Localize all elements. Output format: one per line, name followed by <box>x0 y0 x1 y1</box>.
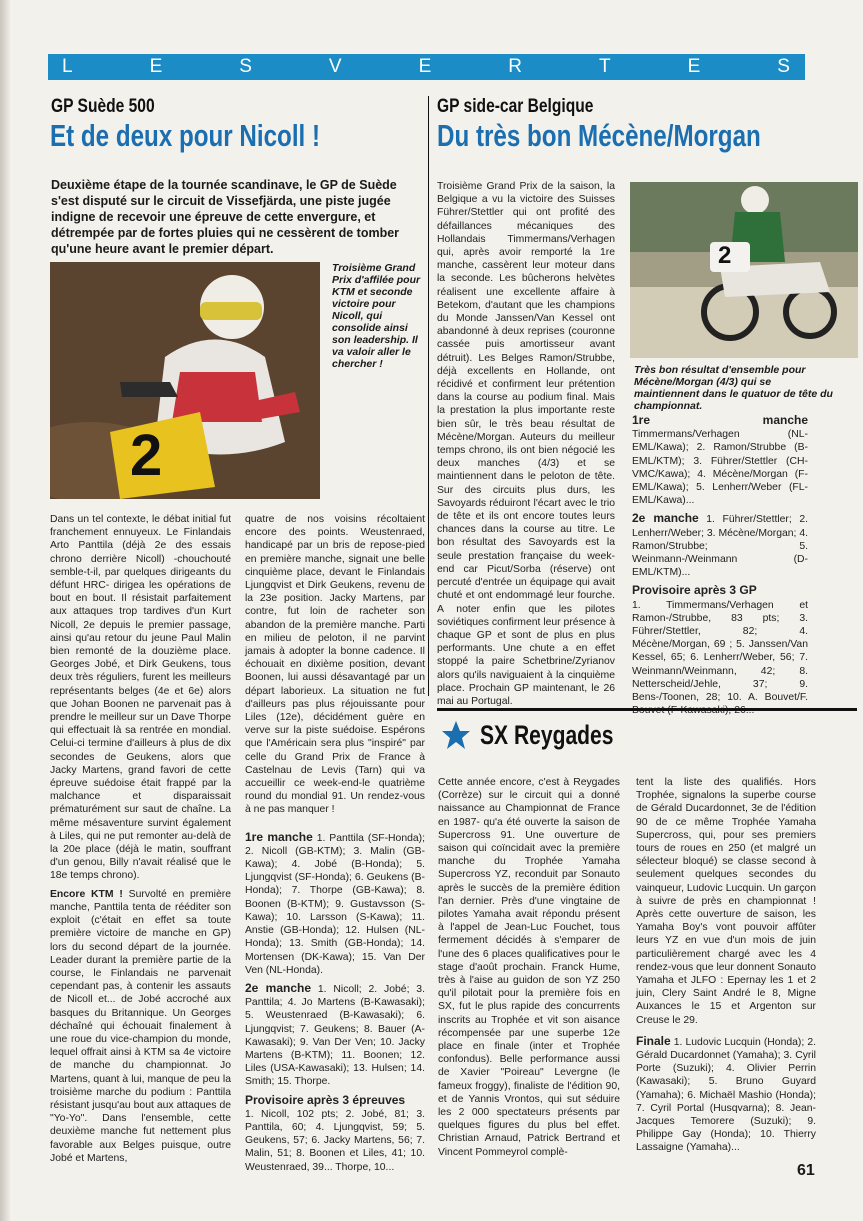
right-body-col <box>437 180 615 713</box>
banner-letter: R <box>508 56 523 77</box>
sx-body-col2 <box>636 776 816 1160</box>
results-block <box>245 831 425 977</box>
results-text: 1. Ludovic Lucquin (Honda); 2. Gérald Ducardonnet (Yamaha); 3. Cyril Porte (Suzuki); 4. Olivier Perrin (Kawasaki); 5. Bruno Guyard (Yamaha); 6. Michaël Mashio (Honda); 7. Cyril Portal (Husqvarna); 8. Jean-Jacques Temorere (Suzuki); 9. Philippe Gay (Honda); 10. Thierry Lassaigne (Yamaha)... <box>636 1036 816 1154</box>
results-label: Provisoire après 3 GP <box>632 583 757 598</box>
results-label: 1re manche <box>245 829 313 844</box>
left-kicker: GP Suède 500 <box>51 96 155 117</box>
results-label: Finale <box>636 1033 671 1048</box>
results-text: Timmermans/Verhagen (NL-EML/Kawa); 2. Ramon/Strubbe (B-EML/KTM); 3. Führer/Stettler (CH-VMC/Kawa); 4. Mécène/Morgan (F-EML/Kawa); 5. Lenherr/Weber (FL-EML/Kawa)... <box>632 429 808 507</box>
banner-letter: T <box>598 56 612 77</box>
rider-illustration <box>50 262 320 499</box>
subhead: Encore KTM ! <box>50 888 123 900</box>
results-label: Provisoire après 3 épreuves <box>245 1092 406 1107</box>
results-text: 1. Panttila (SF-Honda); 2. Nicoll (GB-KTM); 3. Malin (GB-Kawa); 4. Jobé (B-Honda); 5. Ljungqvist (SF-Honda); 6. Geukens (B-Honda); 7. Thorpe (GB-Kawa); 8. Boonen (B-KTM); 9. Gustavsson (S-Kawa); 10. Larsson (S-Kawa); 11. Anstie (GB-Honda); 12. Hulsen (NL-Honda); 13. Smith (GB-Honda); 14. Mortensen (DK-Kawa); 15. Van Der Ven (NL-Honda). <box>245 832 426 976</box>
plate-number: 2 <box>718 242 732 269</box>
banner-letter: E <box>149 56 164 77</box>
banner-letter: L <box>62 56 74 77</box>
results-text: 1. Nicoll; 2. Jobé; 3. Panttila; 4. Jo Martens (B-Kawasaki); 5. Weustenraed (B-Kawasaki); 6. Ljungqvist; 7. Geukens; 8. Bauer (A-Kawasaki); 9. Van Der Ven; 10. Jacky Martens (B-KTM); 11. Boonen; 12. Liles (USA-Kawasaki); 13. Hulsen; 14. Smith; 15. Thorpe. <box>245 983 425 1088</box>
banner-letter: S <box>239 56 253 77</box>
left-body-col1 <box>50 513 231 1170</box>
left-photo-caption: Troisième Grand Prix d'affilée pour KTM et seconde victoire pour Nicoll, qui consolide ainsi son leadership. Il va valoir aller le chercher ! <box>332 262 421 370</box>
left-lead-paragraph: Deuxième étape de la tournée scandinave, le GP de Suède s'est disputé sur le circuit de Vissefjärda, une piste jugée indigne de recevoir une épreuve de cette envergure, et détrempée par de fortes pluies qui ne cessèrent de tomber qu'une heure avant le premier départ. <box>51 178 400 256</box>
column-divider <box>428 96 429 696</box>
results-block <box>636 1035 816 1155</box>
section-divider <box>437 708 857 711</box>
sidecar-illustration <box>630 182 858 358</box>
banner-letter: S <box>777 56 791 77</box>
right-photo-caption: Très bon résultat d'ensemble pour Mécène/Morgan (4/3) qui se maintiennent dans le quatuor de tête du championnat. <box>634 364 833 412</box>
banner-letter: E <box>418 56 433 77</box>
body-paragraph: quatre de nos voisins récoltaient encore des points. Weustenraed, handicapé par un bris de repose-pied en première manche, signait une belle cinquième place, devant le Finlandais Ljungqvist et Dirk Geukens, revenu de la 23e position. Jacky Martens, par contre, fut loin de racheter son abandon de la première manche. Parti en milieu de peloton, il ne parvint jamais à adopter la bonne cadence. Il échouait en dixième position, devant Boonen, lui aussi désavantagé par un départ laborieux. La situation ne fut d'ailleurs pas plus réjouissante pour Liles (12e), décidément guère en verve sur la piste suédoise. Espérons que l'Américain sera plus "inspiré" par celle du Grand Prix de France à Castelnau de Levis (Tarn) qui va accueillir ce week-end-le quatrième round du mondial 91. Un rendez-vous à ne pas manquer ! <box>245 514 425 816</box>
plate-number: 2 <box>130 423 163 488</box>
results-text: 1. Führer/Stettler; 2. Lenherr/Weber; 3. Mécène/Morgan; 4. Ramon/Strubbe; 5. Weinmann-/Weinmann (D-EML/KTM)... <box>632 514 808 579</box>
results-block <box>245 1094 425 1174</box>
sx-title: SX Reygades <box>480 720 614 750</box>
body-text: Survolté en première manche, Panttila tenta de rééditer son exploit (c'était en effet sa toute première victoire de manche en GP) lors du second départ de la journée. Leader durant la première partie de la course, le Finlandais ne parvenait cependant pas, à contenir les assauts de Nicoll et... de Jobé accroché aux basques du Britannique. Un Georges déchaîné qui échouait finalement à une roue du vice-champion du monde, lequel offrait ainsi à KTM sa 4e victoire de manche du championnat. Jo Martens, quant à lui, manque de peu la troisième marche du podium : Panttila résistant jusqu'au bout aux attaques de "Yo-Yo". Dans l'ensemble, cette deuxième manche fut nettement plus favorable aux Belges puisque, outre Jobé et Martens, <box>50 888 231 1164</box>
body-paragraph <box>50 888 231 1165</box>
banner-letter: E <box>687 56 702 77</box>
star-icon <box>441 720 471 750</box>
banner-letter: V <box>328 56 343 77</box>
right-kicker: GP side-car Belgique <box>437 96 594 117</box>
results-block <box>632 512 808 579</box>
results-text: 1. Timmermans/Verhagen et Ramon-/Strubbe, 83 pts; 3. Führer/Stettler, 82; 4. Mécène/Morgan, 69 ; 5. Janssen/Van Kessel, 65; 6. Lenherr/Weber, 56; 7. Weinmann/Weinmann, 42; 8. Netterscheid/Jehle, 37; 9. Bens-/Toonen, 28; 10. A. Bouvet/F. <box>632 599 808 704</box>
results-block <box>632 584 808 717</box>
left-body-col2 <box>245 513 425 1179</box>
right-results-col <box>632 414 808 722</box>
results-label: 1re manche <box>632 413 808 427</box>
sidecar-race-photo <box>630 182 858 358</box>
left-headline: Et de deux pour Nicoll ! <box>50 118 321 153</box>
right-headline: Du très bon Mécène/Morgan <box>437 118 761 153</box>
results-text: 1. Nicoll, 102 pts; 2. Jobé, 81; 3. Panttila, 60; 4. Ljungqvist, 59; 5. Geukens, 57; 6. Jacky Martens, 56; 7. Malin, 51; 8. Boonen et Liles, 41; 10. Weustenraed, 39... Thorpe, 10... <box>245 1108 425 1173</box>
motocross-rider-photo <box>50 262 320 499</box>
body-paragraph: Cette année encore, c'est à Reygades (Corrèze) sur le circuit qui a donné naissance au Championnat de France en 1987- qu'a été ouverte la saison de Supercross 91. Une ouverture de saison qui coïncidait avec la première manche du Trophée Yamaha Supercross YZ, reconduit par Sonauto après le succès de la première édition l'an dernier. Près d'une vingtaine de pilotes Yamaha avait répondu présent à l'appel de Jean-Luc Fouchet, tous fermement décidés à s'emparer de l'une des 6 places qualificatives pour le stage d'août prochain. Franck Hume, très à l'aise au guidon de son YZ 250 qu'il pilotait pour la première fois en SX, fut le plus rapide des concurrents inscrits au Trophée et vit son aisance récompensée par une superbe 12e place en finale (inter et Trophée confondus). Belle performance aussi de Xavier "Poireau" Levergne (le fameux froggy), finaliste de l'édition 90, et de Yannis Vrontos, qui sut séduire les 2 000 spectateurs présents par quelques figures du plus bel effet. Christian Arnaud, Patrick Bertrand et Vincent Pommeyrol complè- <box>438 777 620 1158</box>
results-block <box>632 414 808 507</box>
sx-body-col1 <box>438 776 620 1164</box>
body-paragraph: tent la liste des qualifiés. Hors Trophée, signalons la superbe course de Gérald Ducardonnet, 3e de l'édition 90 de ce même Trophée Yamaha Supercross, qui, pour ses premiers tours de roues en 250 (et malgré un sélecteur bloqué) se classe second à seulement quelques secondes du vainqueur, Ludovic Lucquin. Un garçon à suivre de près en championnat ! Après cette ouverture de saison, les Yamaha Boy's vont pouvoir affûter leurs YZ en vue d'un mois de juin particulièrement chargé avec les 4 rendez-vous que leur donnent Sonauto Yamaha et JLFO : Epernay les 1 et 2 juin, Clery Saint André le 8, Migne Auxances le 15 et Argenton sur Creuse le 29. <box>636 777 816 1026</box>
page-spine-shadow <box>0 0 10 1221</box>
results-label: 2e manche <box>245 980 311 995</box>
results-label: 2e manche <box>632 511 699 526</box>
page-number: 61 <box>797 1162 815 1179</box>
section-banner <box>48 54 805 80</box>
body-paragraph: Troisième Grand Prix de la saison, la Belgique a vu la victoire des Suisses Führer/Stettler qui ont profité des défaillances mécaniques des Hollandais Timmermans/Verhagen qui, après avoir remporté la 1re manche, cassèrent leur moteur dans la seconde. Les bûcherons helvètes réalisent une excellente affaire à Betekom, d'autant que les champions du Monde Janssen/Van Kessel ont abandonné à deux reprises (couronne cassée puis amortisseur avant détruit). Les Belges Ramon/Strubbe, déjà excellents en Hollande, ont récidivé et confirment leur prétention dans la course au podium final. Mais la prestation la plus importante reste bien sûr, le très beau résultat de Mécène/Morgan. Auteurs du meilleur temps chrono, ils ont bien négocié les deux manches (4/3) et se maintiennent dans le peloton de tête. Sur des circuits plus durs, les Savoyards réduiront l'écart avec le trio de tête et ils ont encore toutes leurs chances dans la course au titre. Le bon résultat des Savoyards est la seule prestation française du week-end car Picut/Sorba (réserve) ont percuté d'entrée un équipage qui avait chuté et ont endommagé leur fourche. A noter enfin que les pilotes soviétiques confirment leur présence à chaque GP et sont de plus en plus performants. Une chute a en effet stoppé la paire Schetbrine/Zyrianov alors qu'ils naviguaient à la cinquième place. Prochain GP maintenant, le 26 mai au Portugal. <box>437 181 615 707</box>
body-paragraph: Dans un tel contexte, le débat initial fut franchement ennuyeux. Le Finlandais Arto Panttila (déjà 2e des essais chrono derrière Nicoll) -chouchouté semble-t-il, par quelques dirigeants du défunt HRC- dirigea les opérations de bout en bout. Il résistait parfaitement aux attaques trop tardives d'un Kurt Nicoll, 2e depuis le premier passage, ainsi qu'au retour du jeune Paul Malin bien remonté de la douzième place. Georges Jobé, et Dirk Geukens, tous deux très réguliers, furent les meilleurs représentants belges (4e et 6e) alors que Johan Boonen ne parvenait pas à prendre le meilleur sur un Dave Thorpe qui effectuait là sa rentrée en mondial. Celui-ci termine d'ailleurs à plus de dix secondes de Geukens, alors que Jacky Martens, grand favori de cette épreuve suédoise était frappé par la malchance et disparaissait prématurément sur saut de chaîne. La même mésaventure survint également à Liles, qui ne put remonter au-delà de la 20e place (déjà le matin, souffrant d'un genou, Billy n'avait réalisé que le 18e temps chrono). <box>50 514 231 882</box>
results-block <box>245 982 425 1089</box>
